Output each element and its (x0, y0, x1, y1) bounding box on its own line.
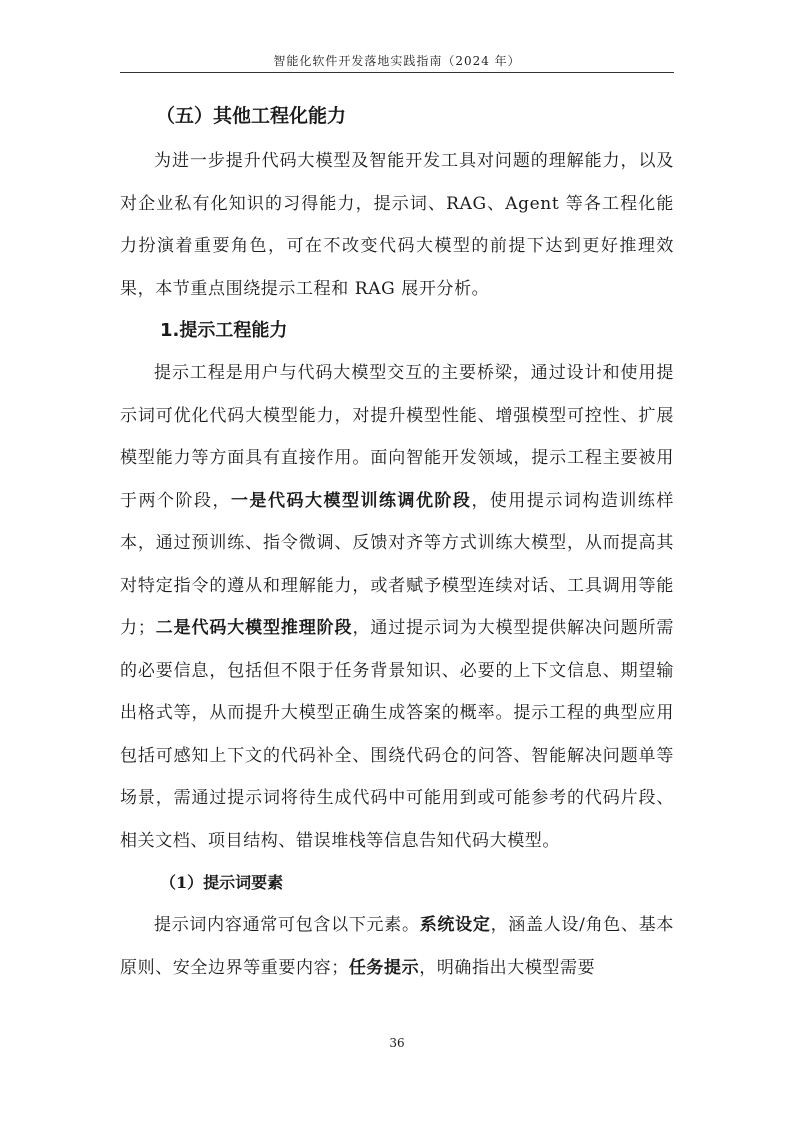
text-run: ，通过提示词为大模型提供解决问题所需的必要信息，包括但不限于任务背景知识、必要的上下文信息、期望输出格式等，从而提升大模型正确生成答案的概率。提示工程的典型应用包括可感知上下文的代码补全、围绕代码仓的问答、智能解决问题单等场景，需通过提示词将待生成代码中可能用到或可能参考的代码片段、相关文档、项目结构、错误堆栈等信息告知代码大模型。 (120, 618, 674, 851)
text-run: ，涵盖人设/角色、基本原则、安全边界等重要内容； (120, 915, 675, 978)
header-divider (120, 72, 674, 73)
bold-phrase-training: 一是代码大模型训练调优阶段 (230, 490, 472, 511)
page-body (120, 92, 674, 989)
section-heading: （五）其他工程化能力 (156, 105, 347, 127)
minor-heading: （1）提示词要素 (160, 873, 284, 892)
bold-phrase-task-prompt: 任务提示 (348, 957, 420, 978)
text-run: ，使用提示词构造训练样本，通过预训练、指令微调、反馈对齐等方式训练大模型，从而提高其对特定指令的遵从和理解能力，或者赋予模型连续对话、工具调用等能力； (120, 490, 674, 638)
prompt-engineering-paragraph (120, 352, 674, 862)
intro-paragraph: 为进一步提升代码大模型及智能开发工具对问题的理解能力，以及对企业私有化知识的习得能力，提示词、RAG、Agent 等各工程化能力扮演着重要角色，可在不改变代码大模型的前提下达到更好推理效果，本节重点围绕提示工程和 RAG 展开分析。 (120, 151, 674, 299)
prompt-elements-paragraph (120, 904, 674, 989)
subsection-heading: 1.提示工程能力 (160, 320, 288, 341)
text-run: ，明确指出大模型需要 (419, 957, 596, 978)
bold-phrase-system-setting: 系统设定 (419, 915, 491, 935)
page-number: 36 (389, 1036, 405, 1050)
bold-phrase-inference: 二是代码大模型推理阶段 (155, 618, 353, 638)
text-run: 提示工程是用户与代码大模型交互的主要桥梁，通过设计和使用提示词可优化代码大模型能力，对提升模型性能、增强模型可控性、扩展模型能力等方面具有直接作用。面向智能开发领域，提示工程主要被用于两个阶段， (120, 363, 674, 511)
text-run: 提示词内容通常可包含以下元素。 (154, 915, 420, 935)
running-header: 智能化软件开发落地实践指南（2024 年） (273, 54, 521, 68)
